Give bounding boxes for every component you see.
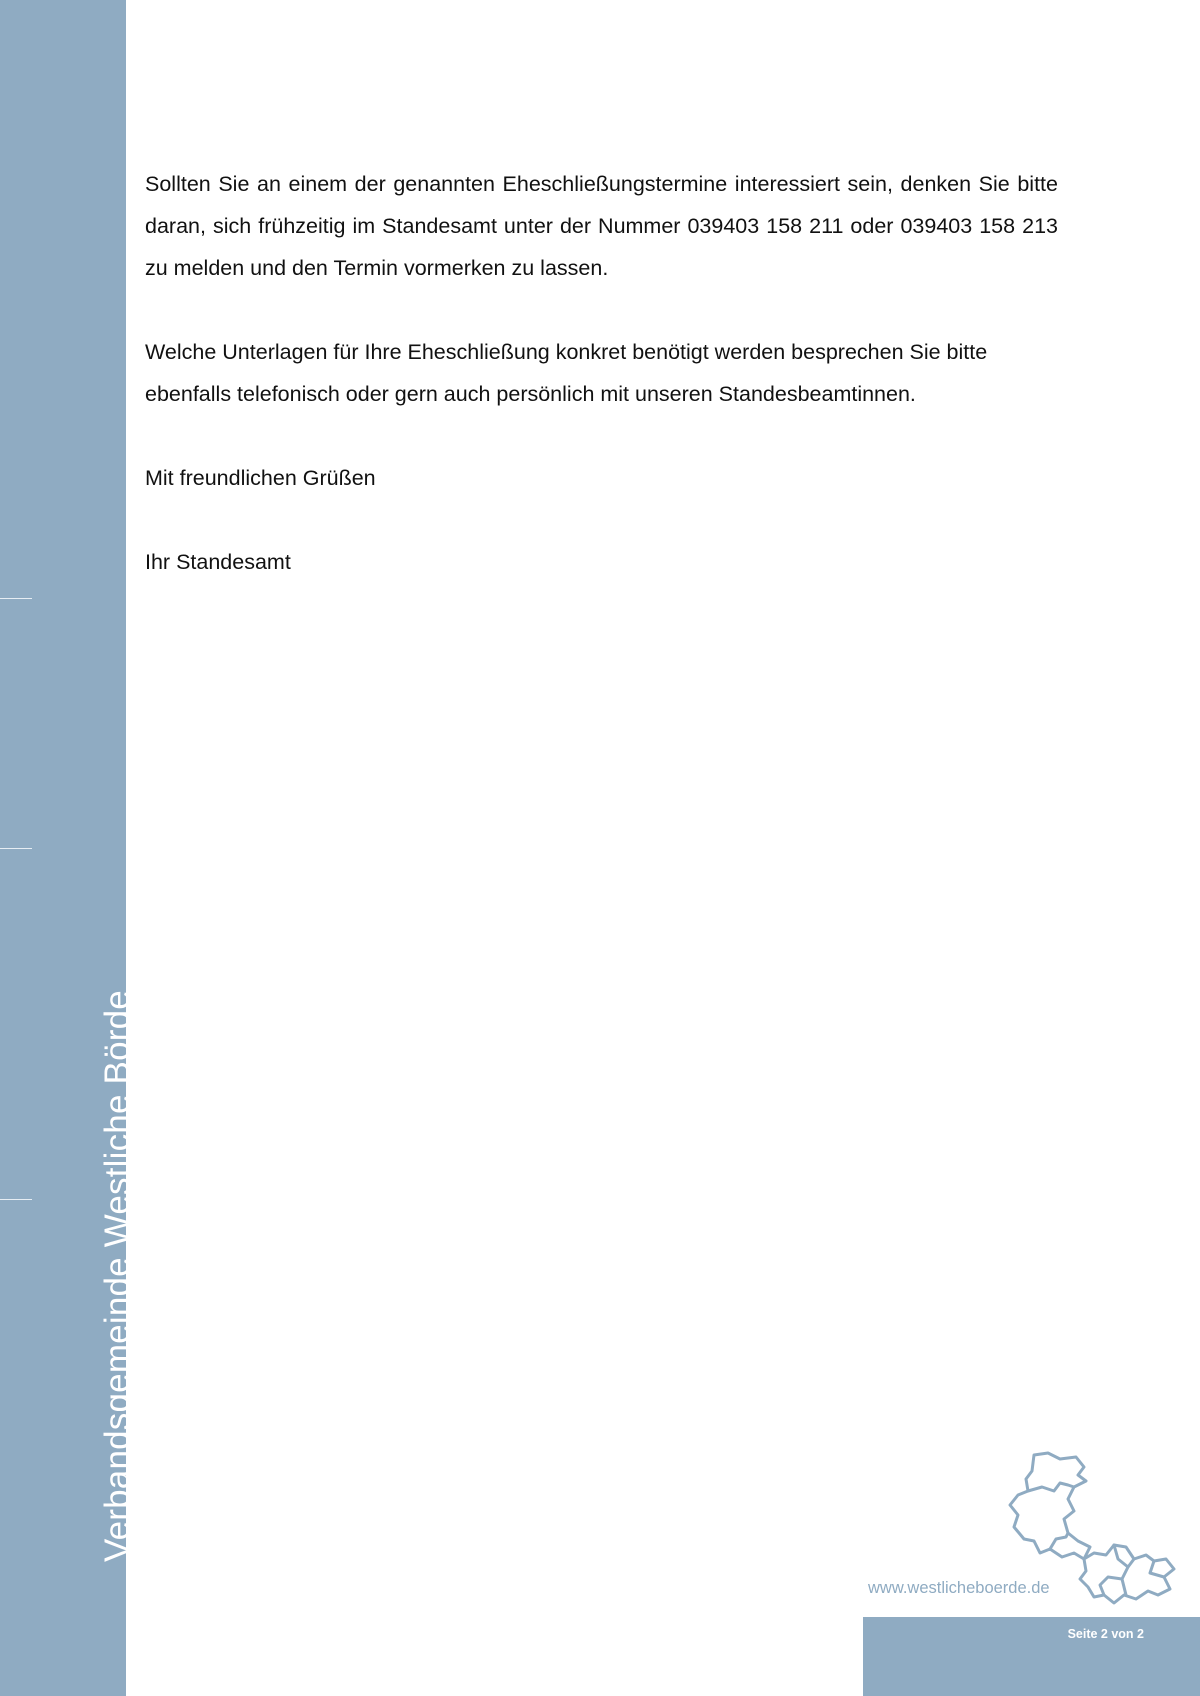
- footer-band: [863, 1617, 1200, 1696]
- sidebar-divider-tick: [0, 598, 32, 599]
- website-link[interactable]: www.westlicheboerde.de: [868, 1579, 1050, 1597]
- letter-signature: Ihr Standesamt: [145, 550, 291, 574]
- sidebar-divider-tick: [0, 1199, 32, 1200]
- letter-paragraph-appointment: Sollten Sie an einem der genannten Eheschließungstermine interessiert sein, denken Sie bitte daran, sich frühzeitig im Standesamt unter der Nummer 039403 158 211 oder 039403 158 213 zu melden und den Termin vormerken zu lassen.: [145, 172, 1058, 280]
- organization-name: Verbandsgemeinde Westliche Börde: [98, 990, 137, 1562]
- letter-paragraph-documents: Welche Unterlagen für Ihre Eheschließung konkret benötigt werden besprechen Sie bitte ebenfalls telefonisch oder gern auch persönlich mit unseren Standesbeamtinnen.: [145, 340, 988, 406]
- page-number: Seite 2 von 2: [1067, 1627, 1144, 1641]
- letter-body: [145, 163, 1058, 625]
- sidebar-divider-tick: [0, 848, 32, 849]
- brand-sidebar: [0, 0, 137, 1696]
- letter-closing: Mit freundlichen Grüßen: [145, 466, 376, 490]
